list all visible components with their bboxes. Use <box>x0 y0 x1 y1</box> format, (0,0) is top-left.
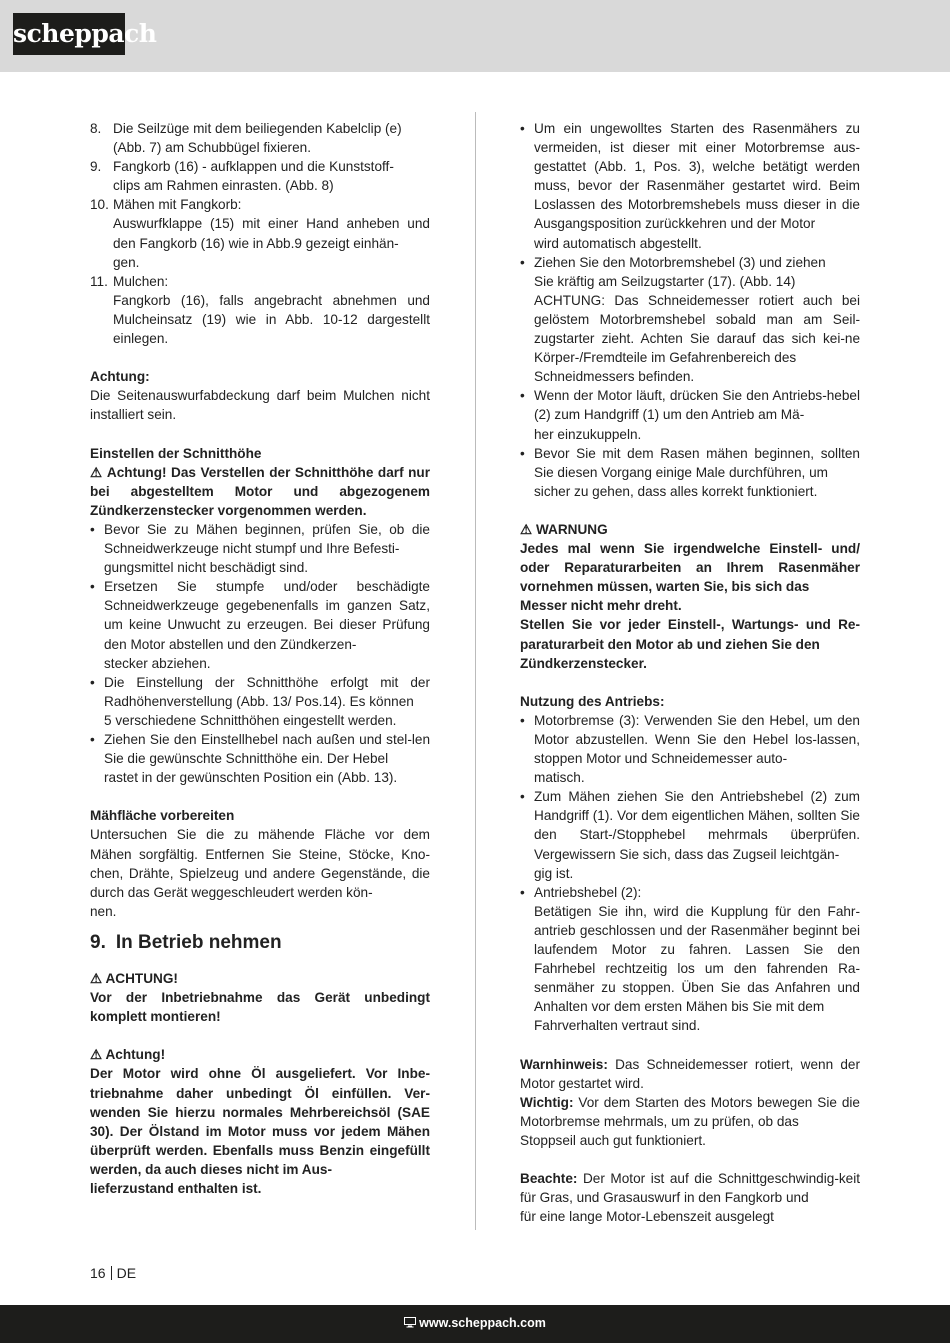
warning-heading: ⚠ Achtung! <box>90 1047 166 1063</box>
step-number: 11. <box>90 273 108 289</box>
cut-height-heading: Einstellen der Schnitthöhe <box>90 445 262 461</box>
list-item <box>90 673 430 730</box>
list-item <box>520 386 860 443</box>
page-number: 16 <box>90 1265 106 1281</box>
step-text: Fangkorb (16), falls angebracht abnehmen und Mulcheinsatz (19) wie in Abb. 10-12 dargestellt einlegen. <box>113 292 430 347</box>
list-item-text: wird automatisch abgestellt. <box>534 235 702 251</box>
list-item-text: stecker abziehen. <box>104 655 211 671</box>
website-url[interactable]: www.scheppach.com <box>419 1316 546 1330</box>
note-text: für eine lange Motor-Lebenszeit ausgelegt <box>520 1209 774 1225</box>
list-item-text: Betätigen Sie ihn, wird die Kupplung für den Fahr-antrieb geschlossen und der Rasenmäher beginnt bei laufendem Motor zu fahren. Lassen Sie den Fahrhebel rechtzeitig los um den fahrenden Ra-senmäher zu stoppen. Üben Sie das Anfahren und Anhalten vor dem ersten Mähen bis Sie mit dem <box>534 903 860 1015</box>
section-heading <box>90 931 430 955</box>
list-item-text: • Ziehen Sie den Einstellhebel nach außen und stel-len Sie die gewünschte Schnitthöhe ein. Der Hebel <box>104 732 430 767</box>
list-item-text: gungsmittel nicht beschädigt sind. <box>104 560 309 576</box>
step-number: 9. <box>90 159 102 175</box>
list-item <box>90 730 430 787</box>
list-item-text: • Ersetzen Sie stumpfe und/oder beschädigte Schneidwerkzeuge gegebenenfalls im ganzen Satz, um keine Unwucht zu erzeugen. Bei dieser Prüfung den Motor abstellen und den Zündkerzen- <box>104 579 430 652</box>
list-item-text: • Zum Mähen ziehen Sie den Antriebshebel (2) zum Handgriff (1). Vor dem eigentlichen Mähen, sollten Sie den Start-/Stopphebel mehrmals überprüfen. Vergewissern Sie sich, dass das Zugseil leichtgän- <box>534 789 860 862</box>
monitor-icon <box>404 1317 416 1328</box>
list-item-text: ACHTUNG: Das Schneidemesser rotiert auch bei gelöstem Motorbremshebel sobald man am Seil-zugstarter zieht. Achten Sie darauf das sich kei-ne Körper-/Fremdteile im Gefahrenbereich des <box>534 292 860 366</box>
footer-separator <box>111 1266 112 1280</box>
step-number: 10. <box>90 197 109 213</box>
right-column <box>520 119 860 1226</box>
list-item <box>520 883 860 1036</box>
achtung-heading: Achtung: <box>90 369 150 385</box>
list-item-text: matisch. <box>534 770 585 786</box>
warning-text: Messer nicht mehr dreht. <box>520 598 682 614</box>
hint-label: Warnhinweis: <box>520 1056 608 1072</box>
website-link[interactable] <box>0 1316 950 1330</box>
list-item-text: her einzukuppeln. <box>534 426 642 442</box>
list-item <box>520 253 860 387</box>
important-label: Wichtig: <box>520 1094 574 1110</box>
list-item-text: rastet in der gewünschten Position ein (Abb. 13). <box>104 770 398 786</box>
scheppach-logo: scheppach <box>13 13 125 55</box>
header-bar <box>0 0 950 72</box>
important-paragraph <box>520 1093 860 1131</box>
list-item-text: • Motorbremse (3): Verwenden Sie den Hebel, um den Motor abzustellen. Wenn Sie den Hebel los-lassen, stoppen Motor und Schneidemesser auto- <box>534 712 860 767</box>
list-item-text: • Ziehen Sie den Motorbremshebel (3) und ziehen <box>534 254 826 270</box>
cut-height-warning: ⚠ Achtung! Das Verstellen der Schnitthöhe darf nur bei abgestelltem Motor und abgezogenem Zündkerzenstecker vorgenommen werden. <box>90 464 430 518</box>
note-paragraph <box>520 1169 860 1207</box>
step-8 <box>90 119 430 157</box>
list-item-text: Schneidmessers befinden. <box>534 369 695 385</box>
step-11 <box>90 272 430 348</box>
step-text: Auswurfklappe (15) mit einer Hand anheben und den Fangkorb (16) wie in Abb.9 gezeigt einhän- <box>113 216 430 251</box>
step-text: (Abb. 7) am Schubbügel fixieren. <box>113 140 311 156</box>
list-item-text: Fahrverhalten vertraut sind. <box>534 1018 701 1034</box>
important-text: Vor dem Starten des Motors bewegen Sie die Motorbremse mehrmals, um zu prüfen, ob das <box>520 1094 860 1129</box>
step-text: Mulchen: <box>113 273 169 289</box>
step-text: Mähen mit Fangkorb: <box>113 197 242 213</box>
warning-text: Jedes mal wenn Sie irgendwelche Einstell- und/ oder Reparaturarbeiten an Ihrem Rasenmäher vornehmen müssen, warten Sie, bis sich das <box>520 541 860 595</box>
list-item-text: • Bevor Sie mit dem Rasen mähen beginnen, sollten Sie diesen Vorgang einige Male durchführen, um <box>534 445 860 480</box>
drive-heading: Nutzung des Antriebs: <box>520 693 665 709</box>
language-code: DE <box>116 1265 137 1281</box>
list-item <box>90 577 430 672</box>
important-text: Stoppseil auch gut funktioniert. <box>520 1132 706 1148</box>
mow-area-text: nen. <box>90 903 117 919</box>
achtung-text: Die Seitenauswurfabdeckung darf beim Mulchen nicht installiert sein. <box>90 388 430 423</box>
list-item-text: • Wenn der Motor läuft, drücken Sie den Antriebs-hebel (2) zum Handgriff (1) um den Antrieb am Mä- <box>534 388 860 423</box>
step-number: 8. <box>90 121 102 136</box>
step-text: Die Seilzüge mit dem beiliegenden Kabelclip (e) <box>113 121 402 136</box>
list-item <box>90 520 430 577</box>
list-item-text: 5 verschiedene Schnitthöhen eingestellt werden. <box>104 712 397 728</box>
step-9 <box>90 157 430 195</box>
list-item <box>520 787 860 882</box>
step-text: clips am Rahmen einrasten. (Abb. 8) <box>113 178 334 194</box>
warning-text: Stellen Sie vor jeder Einstell-, Wartungs- und Re-paraturarbeit den Motor ab und ziehen Sie den <box>520 617 860 652</box>
list-item <box>520 711 860 787</box>
section-number: 9. <box>90 931 106 953</box>
note-label: Beachte: <box>520 1171 578 1187</box>
footer-bar <box>0 1305 950 1343</box>
list-item-text: • Die Einstellung der Schnitthöhe erfolgt mit der Radhöhenverstellung (Abb. 13/ Pos.14). Es können <box>104 674 430 709</box>
list-item <box>520 444 860 501</box>
warning-text: Vor der Inbetriebnahme das Gerät unbedingt komplett montieren! <box>90 990 430 1025</box>
warning-text: lieferzustand enthalten ist. <box>90 1180 262 1196</box>
list-item-text: Sie kräftig am Seilzugstarter (17). (Abb. 14) <box>534 273 796 289</box>
warning-text: Zündkerzenstecker. <box>520 655 647 671</box>
warning-heading: ⚠ WARNUNG <box>520 521 608 537</box>
list-item-text: gig ist. <box>534 865 574 881</box>
hint-text: Das Schneidemesser rotiert, wenn der Motor gestartet wird. <box>520 1056 860 1091</box>
step-10 <box>90 195 430 271</box>
section-title: In Betrieb nehmen <box>115 931 282 953</box>
note-text: Der Motor ist auf die Schnittgeschwindig-keit für Gras, und Grasauswurf in den Fangkorb und <box>520 1171 860 1206</box>
warning-heading: ⚠ ACHTUNG! <box>90 970 178 986</box>
list-item-text: • Antriebshebel (2): <box>534 884 642 900</box>
column-divider <box>475 112 476 1230</box>
step-text: Fangkorb (16) - aufklappen und die Kunststoff- <box>113 159 394 175</box>
list-item-text: • Bevor Sie zu Mähen beginnen, prüfen Sie, ob die Schneidwerkzeuge nicht stumpf und Ihre Befesti- <box>104 521 430 557</box>
list-item-text: • Um ein ungewolltes Starten des Rasenmähers zu vermeiden, ist dieser mit einer Motorbremse aus-gestattet (Abb. 1, Pos. 3), welche betätigt werden muss, bevor der Rasenmäher gestartet wird. Beim Loslassen des Motorbremshebels muss dieser in die Ausgangsposition zurückkehren und der Motor <box>534 121 860 232</box>
page-footer <box>90 1265 136 1281</box>
list-item <box>520 119 860 253</box>
mow-area-text: Untersuchen Sie die zu mähende Fläche vor dem Mähen sorgfältig. Entfernen Sie Steine, Stöcke, Kno-chen, Drähte, Spielzeug und andere Gegenstände, die durch das Gerät weggeschleudert werden kön- <box>90 827 430 900</box>
left-column <box>90 119 430 1198</box>
hint-paragraph <box>520 1055 860 1093</box>
list-item-text: sicher zu gehen, dass alles korrekt funktioniert. <box>534 483 818 499</box>
warning-text: Der Motor wird ohne Öl ausgeliefert. Vor Inbe-triebnahme daher unbedingt Öl einfüllen. Ver-wenden Sie hierzu normales Mehrbereichsöl (SAE 30). Der Ölstand im Motor muss vor jedem Mähen überprüft werden. Ebenfalls muss Benzin eingefüllt werden, da auch dieses nicht im Aus- <box>90 1066 430 1177</box>
mow-area-heading: Mähfläche vorbereiten <box>90 808 235 824</box>
step-text: gen. <box>113 254 140 270</box>
